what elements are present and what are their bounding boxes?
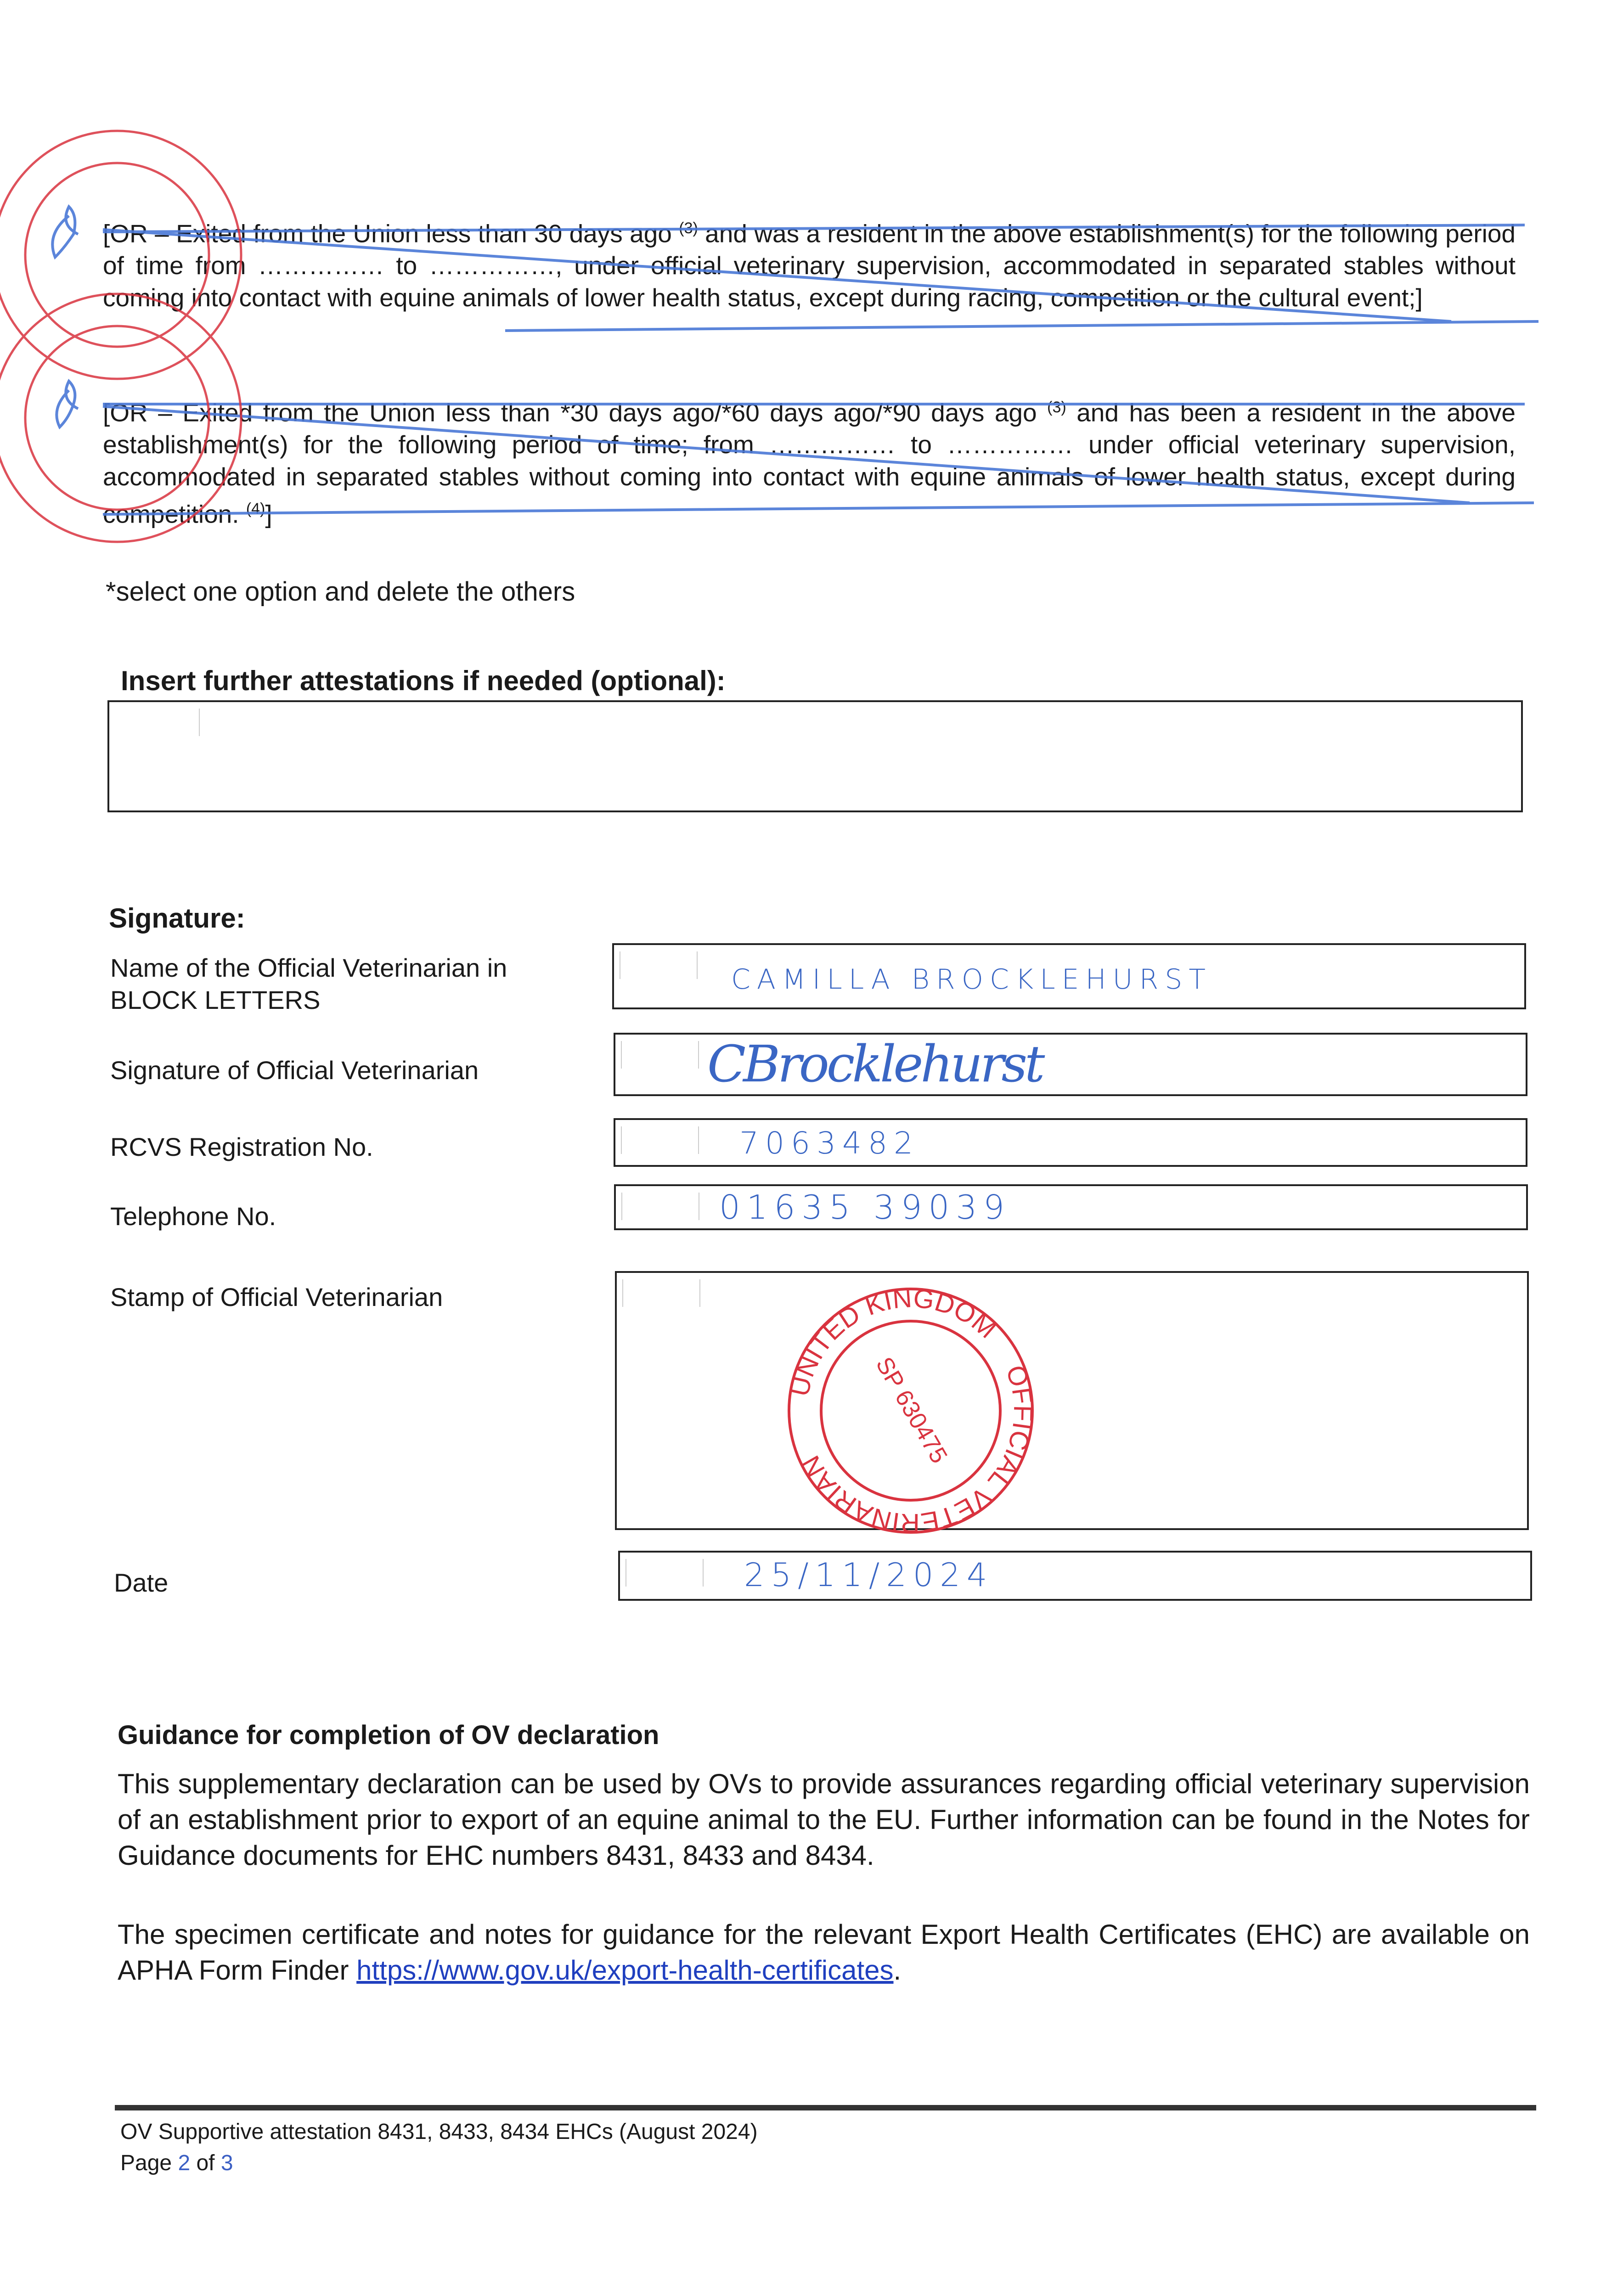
rcvs-label: RCVS Registration No. [110, 1132, 373, 1161]
text: [OR – Exited from the Union less than *30 days ago/*60 days ago/*90 days ago [103, 398, 1048, 427]
signature-label: Signature of Official Veterinarian [110, 1056, 479, 1085]
footnote-ref: (4) [246, 500, 265, 518]
text: ] [265, 500, 272, 529]
date-field[interactable] [618, 1551, 1532, 1601]
footer-rule [115, 2105, 1536, 2110]
rcvs-value: 7063482 [739, 1125, 919, 1161]
guidance-paragraph-2 [118, 1917, 1530, 1988]
text: . [893, 1955, 902, 1986]
footnote-ref: (3) [679, 219, 698, 237]
text: The specimen certificate and notes for guidance for the relevant Export Health Certificates (EHC) are available on APHA Form Finder [118, 1919, 1530, 1986]
footnote-ref: (3) [1047, 399, 1066, 416]
telephone-value: 01635 39039 [719, 1188, 1011, 1227]
stamp-field[interactable] [615, 1271, 1529, 1538]
telephone-label: Telephone No. [110, 1202, 276, 1231]
guidance-paragraph-1: This supplementary declaration can be used by OVs to provide assurances regarding official veterinary supervision of an establishment prior to export of an equine animal to the EU. Further information can be found in the Notes for Guidance documents for EHC numbers 8431, 8433 and 8434. [118, 1768, 1530, 1871]
total-pages: 3 [220, 2151, 233, 2175]
text: [OR – Exited from the Union less than 30 days ago [103, 219, 679, 248]
stamp-number: SP 630475 [870, 1352, 952, 1468]
text: Page [120, 2151, 178, 2175]
name-label: Name of the Official Veterinarian in BLOCK LETTERS [110, 953, 507, 1014]
name-field[interactable] [612, 943, 1526, 1009]
text: and was a resident in the above establishment(s) for the following period of time from …………… to ……………, under official veterinary supervision, accommodated in separated stables without coming into contact with equine animals of lower health status, except during racing, competition or the cultural event;] [103, 219, 1516, 312]
signature-value: CBrocklehurst [707, 1035, 1043, 1093]
strike-through-marks [0, 0, 1623, 551]
text: of [190, 2151, 221, 2175]
date-value: 25/11/2024 [744, 1556, 994, 1594]
stamp-ov-overlap-top [0, 131, 241, 542]
stamp-ring-text: UNITED KINGDOM OFFICIAL VETERINARIAN [784, 1283, 1038, 1538]
date-label: Date [114, 1568, 169, 1597]
footer-doc-title: OV Supportive attestation 8431, 8433, 8434 EHCs (August 2024) [120, 2120, 758, 2144]
signature-heading: Signature: [109, 903, 245, 934]
telephone-field[interactable] [614, 1184, 1528, 1230]
export-health-certificates-link[interactable]: https://www.gov.uk/export-health-certificates [356, 1955, 894, 1986]
signature-field[interactable] [614, 1033, 1527, 1096]
page-number [120, 2150, 233, 2176]
stamp-label: Stamp of Official Veterinarian [110, 1283, 443, 1311]
further-attestations-heading: Insert further attestations if needed (optional): [121, 665, 726, 696]
guidance-heading: Guidance for completion of OV declaration [118, 1720, 659, 1750]
further-attestations-field[interactable] [107, 700, 1523, 812]
name-value: CAMILLA BROCKLEHURST [731, 963, 1212, 996]
select-note: *select one option and delete the others [106, 577, 575, 607]
rcvs-field[interactable] [614, 1118, 1527, 1167]
current-page: 2 [178, 2151, 191, 2175]
text: and has been a resident in the above establishment(s) for the following period of time; from …………… to …………… under official veterinary supervision, accommodated in separated stables without coming into contact with equine animals of lower health status, except during competition. [103, 398, 1516, 529]
official-veterinarian-stamp [782, 1282, 1039, 1539]
